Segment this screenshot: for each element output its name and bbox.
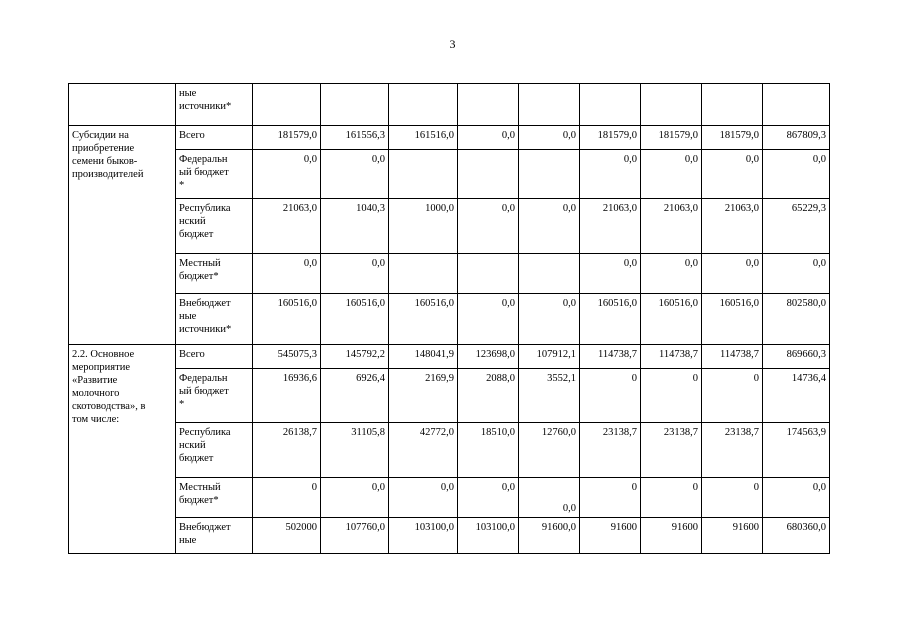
value-cell: 1000,0: [389, 199, 458, 254]
funding-source-cell: Республика нский бюджет: [176, 199, 253, 254]
value-cell: 0,0: [641, 150, 702, 199]
value-cell: 0,0: [763, 254, 830, 294]
table-row: [69, 518, 830, 554]
value-cell: 161516,0: [389, 126, 458, 150]
value-cell: 867809,3: [763, 126, 830, 150]
value-cell: 502000: [253, 518, 321, 554]
value-cell: 114738,7: [641, 345, 702, 369]
program-name-cell: 2.2. Основное мероприятие «Развитие молочного скотоводства», в том числе:: [69, 345, 176, 554]
value-cell: 145792,2: [321, 345, 389, 369]
value-cell: 0: [641, 478, 702, 518]
value-cell: 160516,0: [253, 294, 321, 345]
value-cell: 21063,0: [580, 199, 641, 254]
value-cell: [519, 254, 580, 294]
value-cell: 6926,4: [321, 369, 389, 423]
table-row: [69, 150, 830, 199]
value-cell: 107760,0: [321, 518, 389, 554]
value-cell: 0,0: [458, 126, 519, 150]
value-cell: 91600: [641, 518, 702, 554]
value-cell: 14736,4: [763, 369, 830, 423]
value-cell: 0,0: [321, 254, 389, 294]
value-cell: 0,0: [580, 254, 641, 294]
value-cell: 65229,3: [763, 199, 830, 254]
value-cell: 21063,0: [253, 199, 321, 254]
value-cell: 160516,0: [580, 294, 641, 345]
value-cell: 0,0: [702, 254, 763, 294]
value-cell: 26138,7: [253, 423, 321, 478]
budget-table-body: [69, 84, 830, 554]
value-cell: 0,0: [389, 478, 458, 518]
table-row: [69, 478, 830, 518]
value-cell: 545075,3: [253, 345, 321, 369]
funding-source-cell: Всего: [176, 345, 253, 369]
funding-source-cell: Местный бюджет*: [176, 478, 253, 518]
program-name-cell: [69, 84, 176, 126]
value-cell: 0: [253, 478, 321, 518]
value-cell: 0,0: [253, 150, 321, 199]
value-cell: 160516,0: [641, 294, 702, 345]
value-cell: 0,0: [458, 294, 519, 345]
value-cell: 0: [580, 478, 641, 518]
value-cell: 16936,6: [253, 369, 321, 423]
value-cell: 869660,3: [763, 345, 830, 369]
value-cell: 160516,0: [389, 294, 458, 345]
value-cell: 103100,0: [458, 518, 519, 554]
value-cell: 91600: [702, 518, 763, 554]
funding-source-cell: Внебюджет ные источники*: [176, 294, 253, 345]
funding-source-cell: Местный бюджет*: [176, 254, 253, 294]
page-number: 3: [449, 37, 456, 51]
budget-table: [68, 83, 830, 554]
value-cell: 1040,3: [321, 199, 389, 254]
value-cell: 181579,0: [702, 126, 763, 150]
value-cell: 0: [641, 369, 702, 423]
value-cell: 0,0: [519, 199, 580, 254]
table-row: [69, 294, 830, 345]
value-cell: 0,0: [763, 150, 830, 199]
value-cell: 0,0: [458, 478, 519, 518]
value-cell: 0,0: [458, 199, 519, 254]
value-cell: [458, 254, 519, 294]
value-cell: 0,0: [641, 254, 702, 294]
value-cell: 91600: [580, 518, 641, 554]
value-cell: 0,0: [253, 254, 321, 294]
value-cell: 161556,3: [321, 126, 389, 150]
value-cell: [389, 254, 458, 294]
value-cell: 181579,0: [253, 126, 321, 150]
funding-source-cell: Всего: [176, 126, 253, 150]
funding-source-cell: Федеральн ый бюджет *: [176, 369, 253, 423]
value-cell: 21063,0: [641, 199, 702, 254]
value-cell: 0,0: [763, 478, 830, 518]
funding-source-cell: ные источники*: [176, 84, 253, 126]
value-cell: 107912,1: [519, 345, 580, 369]
funding-source-cell: Федеральн ый бюджет *: [176, 150, 253, 199]
value-cell: 2169,9: [389, 369, 458, 423]
value-cell: 23138,7: [702, 423, 763, 478]
value-cell: 12760,0: [519, 423, 580, 478]
value-cell: 103100,0: [389, 518, 458, 554]
value-cell: 802580,0: [763, 294, 830, 345]
value-cell: 148041,9: [389, 345, 458, 369]
value-cell: 91600,0: [519, 518, 580, 554]
program-name-cell: Субсидии на приобретение семени быков- производителей: [69, 126, 176, 345]
value-cell: [458, 150, 519, 199]
value-cell: 0: [702, 369, 763, 423]
funding-source-cell: Внебюджет ные: [176, 518, 253, 554]
value-cell: 0,0: [702, 150, 763, 199]
value-cell: 23138,7: [641, 423, 702, 478]
value-cell: 18510,0: [458, 423, 519, 478]
table-row: [69, 126, 830, 150]
value-cell: 31105,8: [321, 423, 389, 478]
value-cell: 0,0: [519, 478, 580, 518]
value-cell: 174563,9: [763, 423, 830, 478]
value-cell: [519, 150, 580, 199]
value-cell: 23138,7: [580, 423, 641, 478]
table-row: [69, 199, 830, 254]
value-cell: 0: [580, 369, 641, 423]
value-cell: 0,0: [519, 294, 580, 345]
value-cell: 0,0: [580, 150, 641, 199]
value-cell: 181579,0: [641, 126, 702, 150]
value-cell: 21063,0: [702, 199, 763, 254]
table-row: [69, 345, 830, 369]
value-cell: 0,0: [321, 150, 389, 199]
value-cell: 114738,7: [580, 345, 641, 369]
table-row: [69, 369, 830, 423]
value-cell: 0,0: [519, 126, 580, 150]
value-cell: 160516,0: [321, 294, 389, 345]
value-cell: 3552,1: [519, 369, 580, 423]
table-row: [69, 84, 830, 126]
value-cell: 114738,7: [702, 345, 763, 369]
funding-source-cell: Республика нский бюджет: [176, 423, 253, 478]
table-row: [69, 423, 830, 478]
value-cell: 181579,0: [580, 126, 641, 150]
value-cell: 42772,0: [389, 423, 458, 478]
value-cell: 0: [702, 478, 763, 518]
value-cell: 2088,0: [458, 369, 519, 423]
value-cell: 0,0: [321, 478, 389, 518]
value-cell: 160516,0: [702, 294, 763, 345]
value-cell: 123698,0: [458, 345, 519, 369]
value-cell: 680360,0: [763, 518, 830, 554]
value-cell: [389, 150, 458, 199]
table-row: [69, 254, 830, 294]
